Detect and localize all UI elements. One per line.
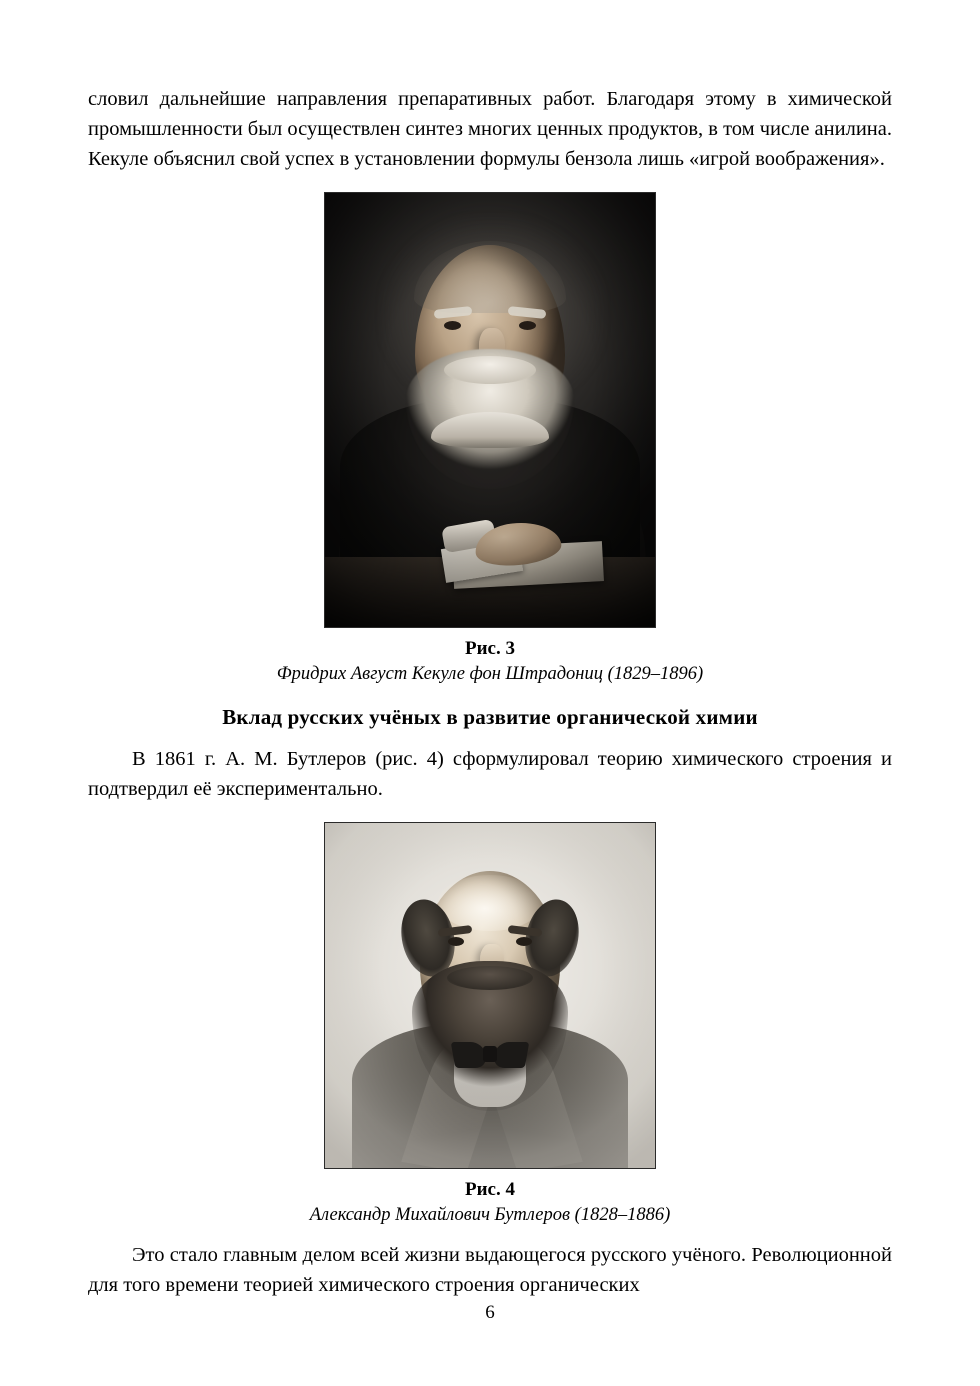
paragraph-continuation: словил дальнейшие направления препаративных работ. Благодаря этому в химической промышленности был осуществлен синтез многих ценных продуктов, в том числе анилина. Кекуле объяснил свой успех в установлении формулы бензола лишь «игрой воображения». — [88, 88, 892, 170]
figure-3-caption-number: Рис. 3 — [465, 638, 515, 659]
figure-3-image-frame — [324, 192, 656, 628]
vignette-overlay — [325, 823, 655, 1168]
figure-4-caption-number: Рис. 4 — [465, 1179, 515, 1200]
figure-4-caption-name: Александр Михайлович Бутлеров (1828–1886) — [309, 1205, 671, 1225]
figure-3 — [88, 192, 892, 685]
paragraph-spacer — [88, 730, 892, 744]
figure-3-caption-name: Фридрих Август Кекуле фон Штрадониц (1829–1896) — [276, 664, 704, 684]
section-heading: Вклад русских учёных в развитие органической химии — [222, 705, 758, 729]
vignette-overlay — [325, 193, 655, 627]
page-number: 6 — [485, 1302, 495, 1323]
page-content — [88, 84, 892, 1300]
portrait-kekule-image — [325, 193, 655, 627]
portrait-butlerov-image — [325, 823, 655, 1168]
paragraph-spacer-2 — [88, 1226, 892, 1240]
figure-4 — [88, 822, 892, 1226]
paragraph-closing: Это стало главным делом всей жизни выдающегося русского учёного. Революционной для того времени теорией химического строения органических — [88, 1244, 892, 1296]
figure-4-image-frame — [324, 822, 656, 1169]
paragraph-butlerov-intro: В 1861 г. А. М. Бутлеров (рис. 4) сформулировал теорию химического строения и подтвердил её экспериментально. — [88, 748, 892, 800]
